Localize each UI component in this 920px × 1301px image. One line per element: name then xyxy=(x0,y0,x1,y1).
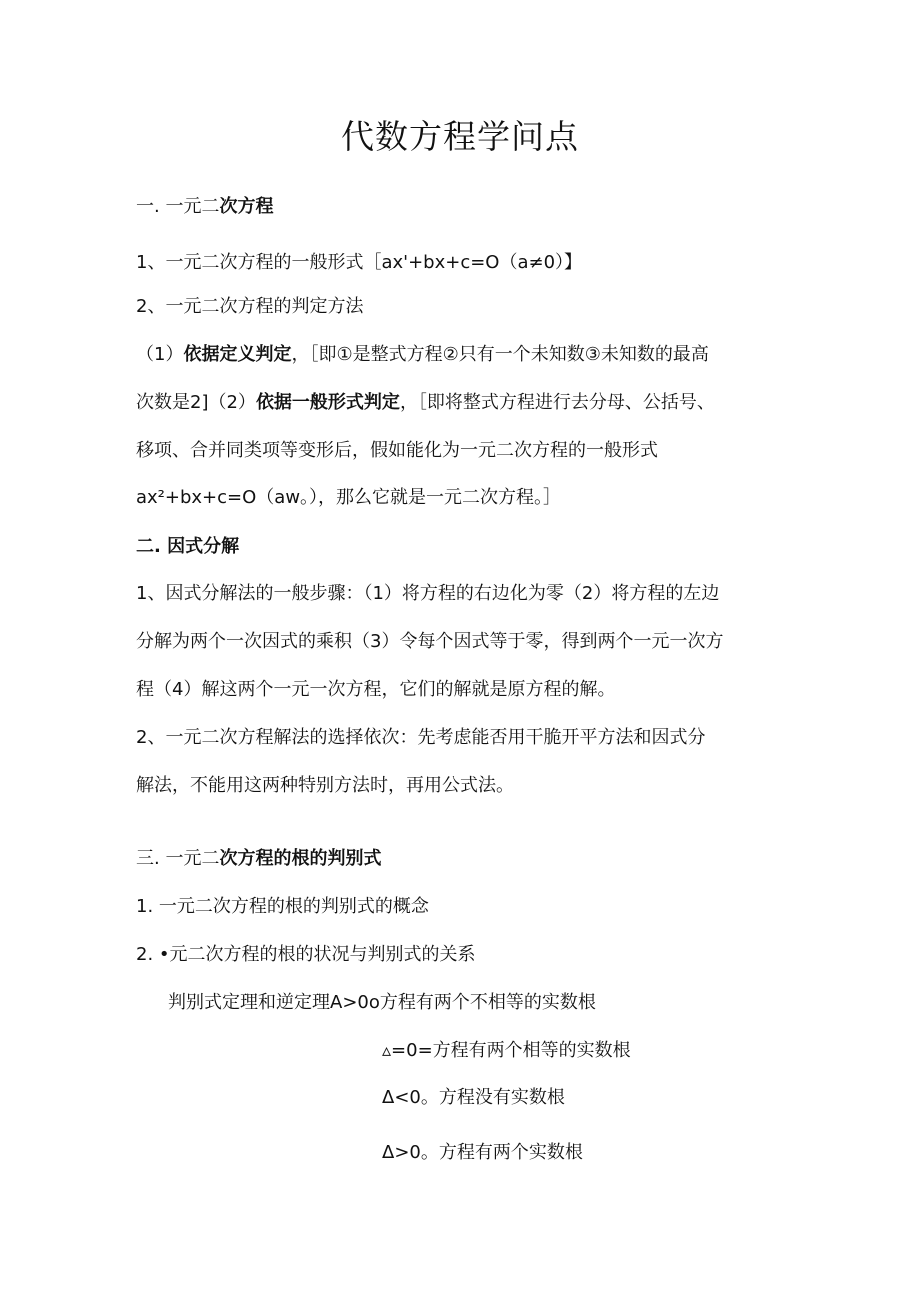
section-1-para-line-3: 移项、合并同类项等变形后，假如能化为一元二次方程的一般形式 xyxy=(136,440,658,461)
para-1-rest: ，［即①是整式方程②只有一个未知数③未知数的最高 xyxy=(291,344,709,365)
section-1-item-2: 2、一元二次方程的判定方法 xyxy=(136,296,364,317)
section-3-heading-bold: 次方程的根的判别式 xyxy=(219,848,382,869)
section-3-line-2: 2. •元二次方程的根的状况与判别式的关系 xyxy=(136,944,476,965)
section-2-heading: 二. 因式分解 xyxy=(136,536,240,557)
page-title: 代数方程学问点 xyxy=(341,117,579,156)
section-2-line-3: 程（4）解这两个一元一次方程，它们的解就是原方程的解。 xyxy=(136,679,616,700)
discriminant-theorem-line: 判别式定理和逆定理A>0o方程有两个不相等的实数根 xyxy=(168,992,596,1013)
section-2-line-2: 分解为两个一次因式的乘积（3）令每个因式等于零，得到两个一元一次方 xyxy=(136,631,724,652)
section-2-line-4: 2、一元二次方程解法的选择依次：先考虑能否用干脆开平方法和因式分 xyxy=(136,727,706,748)
section-3-heading xyxy=(136,845,796,873)
section-1-para-line-2 xyxy=(136,389,796,417)
section-2-line-1: 1、因式分解法的一般步骤：（1）将方程的右边化为零（2）将方程的左边 xyxy=(136,583,720,604)
discriminant-equal-zero: ▵=0=方程有两个相等的实数根 xyxy=(382,1040,631,1061)
para-2-rest: ，［即将整式方程进行去分母、公括号、 xyxy=(399,392,715,413)
para-1-bold: 依据定义判定 xyxy=(183,344,292,365)
para-1-prefix: （1） xyxy=(136,344,184,365)
section-3-line-1: 1. 一元二次方程的根的判别式的概念 xyxy=(136,896,429,917)
section-1-heading xyxy=(136,193,796,221)
para-2-bold: 依据一般形式判定 xyxy=(255,392,400,413)
para-2-prefix: 次数是2]（2） xyxy=(136,392,256,413)
section-1-heading-prefix: 一. 一元二 xyxy=(136,196,220,217)
section-1-item-1: 1、一元二次方程的一般形式［ax'+bx+c=O（a≠0）】 xyxy=(136,252,583,273)
section-2-line-5: 解法，不能用这两种特别方法时，再用公式法。 xyxy=(136,775,514,796)
discriminant-less-zero: Δ<0。方程没有实数根 xyxy=(382,1087,565,1108)
discriminant-greater-zero: Δ>0。方程有两个实数根 xyxy=(382,1142,583,1163)
section-1-para-line-1 xyxy=(136,341,796,369)
section-1-para-line-4: ax²+bx+c=O（aw。），那么它就是一元二次方程。］ xyxy=(136,487,562,508)
section-3-heading-prefix: 三. 一元二 xyxy=(136,848,220,869)
section-1-heading-bold: 次方程 xyxy=(219,196,274,217)
